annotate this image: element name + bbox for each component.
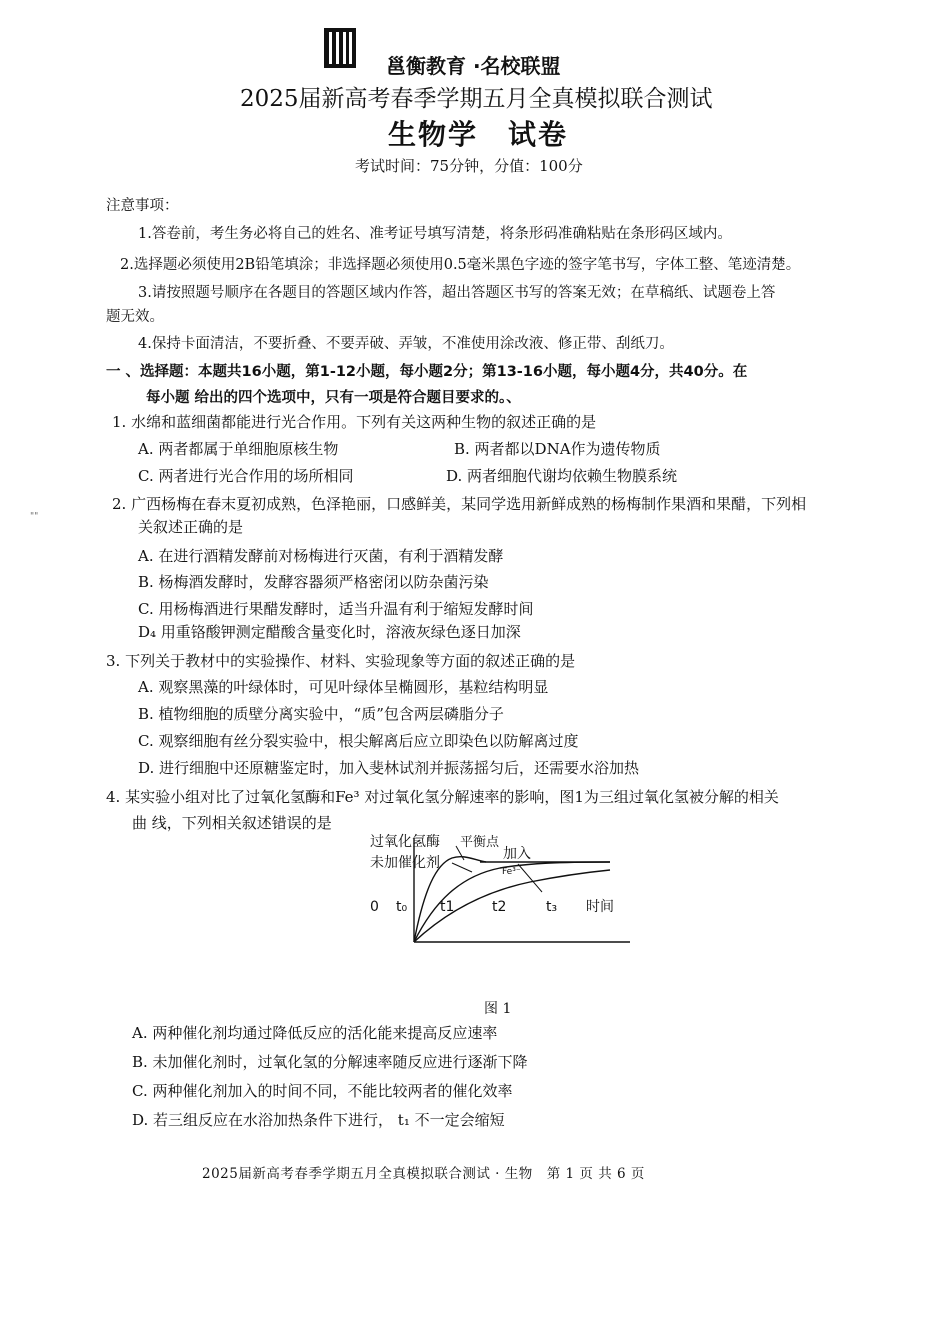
question-stem: 1. 水绵和蓝细菌都能进行光合作用。下列有关这两种生物的叙述正确的是 <box>112 413 597 431</box>
organization-name: 邕衡教育 ·名校联盟 <box>386 54 561 78</box>
option-c: C. 观察细胞有丝分裂实验中，根尖解离后应立即染色以防解离过度 <box>138 732 579 750</box>
exam-title: 2025届新高考春季学期五月全真模拟联合测试 <box>240 86 713 112</box>
subject-title: 生物学 试卷 <box>388 118 569 151</box>
option-c: C. 两者进行光合作用的场所相同 <box>138 467 354 485</box>
label-origin: 0 <box>370 899 379 915</box>
label-enzyme: 过氧化氢酶 <box>370 834 440 850</box>
option-b: B. 植物细胞的质壁分离实验中，“质”包含两层磷脂分子 <box>138 705 504 723</box>
option-d: D. 若三组反应在水浴加热条件下进行， t₁ 不一定会缩短 <box>132 1111 505 1129</box>
question-stem-cont: 曲 线，下列相关叙述错误的是 <box>132 814 332 832</box>
notice-item: 2.选择题必须使用2B铅笔填涂；非选择题必须使用0.5毫米黑色字迹的签字笔书写，字体工整、笔迹清楚。 <box>120 257 801 273</box>
notice-title: 注意事项： <box>106 198 179 214</box>
option-d: D₄ 用重铬酸钾测定醋酸含量变化时，溶液灰绿色逐日加深 <box>138 623 521 641</box>
figure-1 <box>360 830 650 964</box>
question-stem: 3. 下列关于教材中的实验操作、材料、实验现象等方面的叙述正确的是 <box>106 652 576 670</box>
option-b: B. 两者都以DNA作为遗传物质 <box>454 440 661 458</box>
reaction-curve-chart <box>360 830 650 960</box>
label-add: 加入 <box>503 846 531 862</box>
option-b: B. 未加催化剂时，过氧化氢的分解速率随反应进行逐渐下降 <box>132 1053 528 1071</box>
notice-item: 题无效。 <box>106 309 164 325</box>
option-b: B. 杨梅酒发酵时，发酵容器须严格密闭以防杂菌污染 <box>138 573 489 591</box>
option-c: C. 两种催化剂加入的时间不同，不能比较两者的催化效率 <box>132 1082 513 1100</box>
option-c: C. 用杨梅酒进行果醋发酵时，适当升温有利于缩短发酵时间 <box>138 600 534 618</box>
option-a: A. 两者都属于单细胞原核生物 <box>138 440 339 458</box>
label-no-catalyst: 未加催化剂 <box>370 855 440 871</box>
no-catalyst-pointer <box>452 863 472 872</box>
option-a: A. 观察黑藻的叶绿体时，可见叶绿体呈椭圆形，基粒结构明显 <box>138 678 549 696</box>
question-stem-cont: 关叙述正确的是 <box>138 518 244 536</box>
option-d: D. 两者细胞代谢均依赖生物膜系统 <box>446 467 678 485</box>
question-stem: 2. 广西杨梅在春末夏初成熟，色泽艳丽，口感鲜美，某同学选用新鲜成熟的杨梅制作果酒和果醋，下列相 <box>112 495 807 513</box>
book-logo-icon <box>322 26 358 70</box>
label-balance: 平衡点 <box>460 835 500 850</box>
section-heading-cont: 每小题 给出的四个选项中，只有一项是符合题目要求的。、 <box>146 390 521 406</box>
option-a: A. 两种催化剂均通过降低反应的活化能来提高反应速率 <box>132 1024 498 1042</box>
label-time: 时间 <box>586 899 614 915</box>
margin-mark: "" <box>30 512 39 522</box>
label-fe: Fe³⁻ <box>502 867 521 877</box>
time-info: 考试时间：75分钟，分值：100分 <box>355 157 583 175</box>
fe-pointer <box>518 864 542 892</box>
label-t2: t2 <box>492 899 507 915</box>
notice-item: 4.保持卡面清洁，不要折叠、不要弄破、弄皱，不准使用涂改液、修正带、刮纸刀。 <box>138 336 674 352</box>
figure-caption: 图 1 <box>484 1001 512 1017</box>
question-stem: 4. 某实验小组对比了过氧化氢酶和Fe³ 对过氧化氢分解速率的影响，图1为三组过氧化氢被分解的相关 <box>106 788 779 806</box>
label-t0: t₀ <box>396 899 408 915</box>
page-footer: 2025届新高考春季学期五月全真模拟联合测试 · 生物 第 1 页 共 6 页 <box>202 1166 645 1182</box>
label-t3: t₃ <box>546 899 558 915</box>
section-heading: 一 、选择题：本题共16小题，第1-12小题，每小题2分；第13-16小题，每小题4分，共40分。在 <box>106 364 748 380</box>
notice-item: 1.答卷前，考生务必将自己的姓名、准考证号填写清楚，将条形码准确粘贴在条形码区域内。 <box>138 226 732 242</box>
label-t1: t1 <box>440 899 455 915</box>
logo <box>322 26 358 70</box>
option-a: A. 在进行酒精发酵前对杨梅进行灭菌，有利于酒精发酵 <box>138 547 504 565</box>
option-d: D. 进行细胞中还原糖鉴定时，加入斐林试剂并振荡摇匀后，还需要水浴加热 <box>138 759 640 777</box>
notice-item: 3.请按照题号顺序在各题目的答题区域内作答，超出答题区书写的答案无效；在草稿纸、试题卷上答 <box>138 285 776 301</box>
